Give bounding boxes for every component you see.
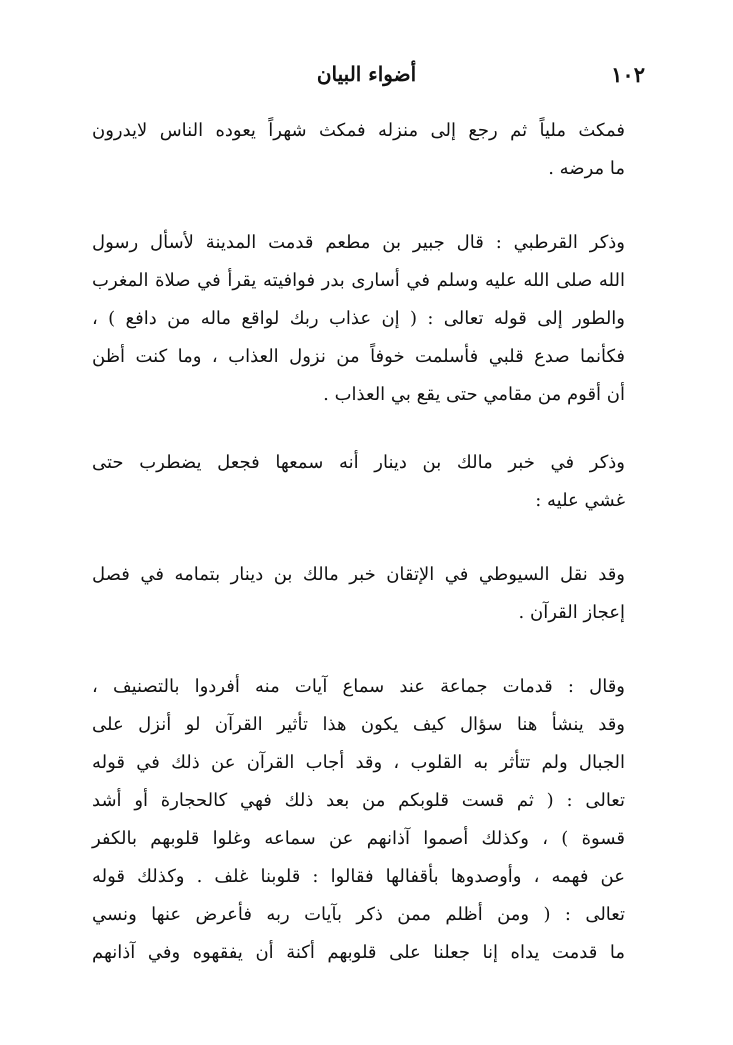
- text-line: تعالى : ( ومن أظلم ممن ذكر بآيات ربه فأعرض عنها ونسي: [92, 904, 625, 925]
- text-line: عن فهمه ، وأوصدوها بأقفالها فقالوا : قلوبنا غلف . وكذلك قوله: [92, 866, 625, 887]
- text-line: ما قدمت يداه إنا جعلنا على قلوبهم أكنة أن يفقهوه وفي آذانهم: [92, 942, 625, 963]
- text-line: قسوة ) ، وكذلك أصموا آذانهم عن سماعه وغلوا قلوبهم بالكفر: [92, 828, 625, 849]
- page-number: ١٠٢: [611, 62, 645, 87]
- paragraph-1: [92, 112, 625, 188]
- body-text: [92, 112, 625, 972]
- paragraph-5: [92, 668, 625, 972]
- text-line: إعجاز القرآن .: [518, 602, 625, 623]
- text-line: ما مرضه .: [548, 158, 625, 179]
- text-line: وذكر في خبر مالك بن دينار أنه سمعها فجعل يضطرب حتى: [92, 452, 625, 473]
- page-header: [88, 58, 645, 94]
- text-line: تعالى : ( ثم قست قلوبكم من بعد ذلك فهي كالحجارة أو أشد: [92, 790, 625, 811]
- paragraph-3: [92, 444, 625, 520]
- text-line: أن أقوم من مقامي حتى يقع بي العذاب .: [323, 384, 625, 405]
- text-line: فكأنما صدع قلبي فأسلمت خوفاً من نزول العذاب ، وما كنت أظن: [92, 346, 625, 367]
- paragraph-4: [92, 556, 625, 632]
- text-line: وذكر القرطبي : قال جبير بن مطعم قدمت المدينة لأسأل رسول: [92, 232, 625, 253]
- text-line: الله صلى الله عليه وسلم في أسارى بدر فوافيته يقرأ في صلاة المغرب: [92, 270, 625, 291]
- paragraph-2: [92, 224, 625, 414]
- text-line: وقد نقل السيوطي في الإتقان خبر مالك بن دينار بتمامه في فصل: [92, 564, 625, 585]
- text-line: غشي عليه :: [535, 490, 625, 511]
- text-line: وقد ينشأ هنا سؤال كيف يكون هذا تأثير القرآن لو أنزل على: [92, 714, 625, 735]
- text-line: فمكث ملياً ثم رجع إلى منزله فمكث شهراً يعوده الناس لايدرون: [92, 120, 625, 141]
- text-line: والطور إلى قوله تعالى : ( إن عذاب ربك لواقع ماله من دافع ) ،: [92, 308, 625, 329]
- book-title: أضواء البيان: [316, 62, 417, 86]
- text-line: الجبال ولم تتأثر به القلوب ، وقد أجاب القرآن عن ذلك في قوله: [92, 752, 625, 773]
- text-line: وقال : قدمات جماعة عند سماع آيات منه أفردوا بالتصنيف ،: [92, 676, 625, 697]
